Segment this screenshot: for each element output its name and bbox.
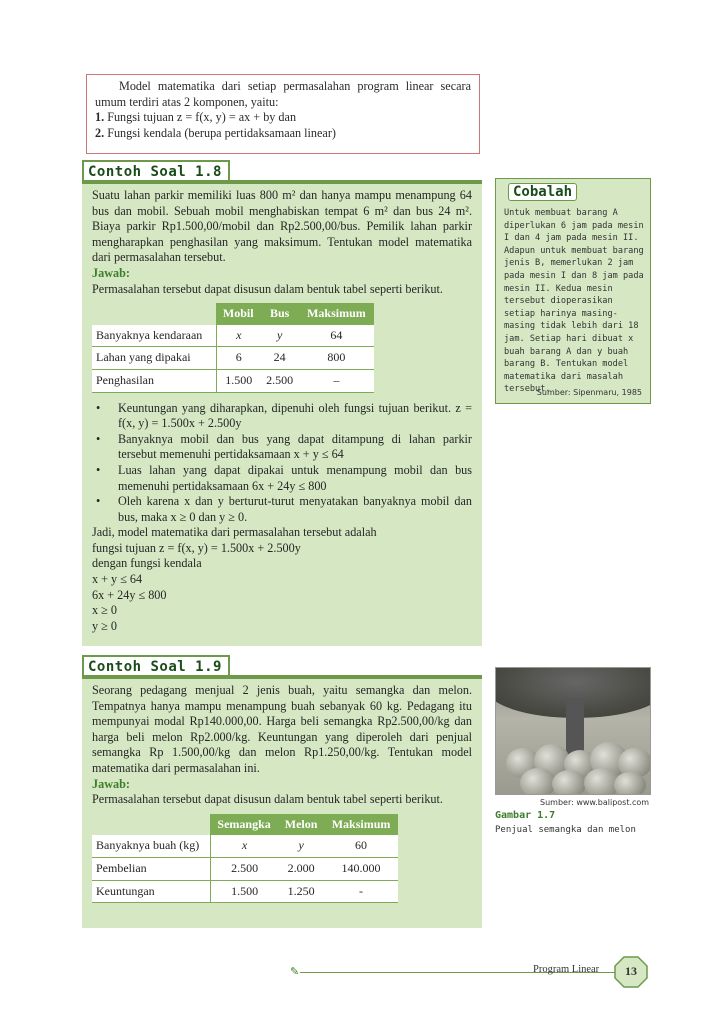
example-1-9-title: Contoh Soal 1.9 (82, 655, 230, 677)
list-item: • Banyaknya mobil dan bus yang dapat ditampung di lahan parkir tersebut memenuhi pertidaksamaan x + y ≤ 64 (92, 432, 472, 463)
list-item: • Luas lahan yang dapat dipakai untuk menampung mobil dan bus memenuhi pertidaksamaan 6x + 24y ≤ 800 (92, 463, 472, 494)
table-row: Penghasilan 1.500 2.500 – (92, 370, 374, 393)
conclusion-line: dengan fungsi kendala (92, 556, 202, 571)
example-1-9-panel (82, 679, 482, 928)
cobalah-source: Sumber: Sipenmaru, 1985 (536, 388, 642, 397)
cobalah-text: Untuk membuat barang A diperlukan 6 jam pada mesin I dan 4 jam pada mesin II. Adapun untuk membuat barang jenis B, memerlukan 2 jam pada mesin I dan 8 jam pada mesin II. Kedua mesin tersebut dioperasikan setiap harinya masing-masing tidak lebih dari 18 jam. Setiap hari dibuat x buah barang A dan y buah barang B. Tentukan model matematika dari masalah tersebut. (504, 208, 644, 395)
table-header: Bus (261, 303, 299, 325)
figure-title: Gambar 1.7 (495, 810, 556, 821)
example-1-8-problem: Suatu lahan parkir memiliki luas 800 m² dan hanya mampu menampung 64 bus dan mobil. Sebuah mobil menghabiskan tempat 6 m² dan bus 24 m². Biaya parkir Rp1.500,00/mobil dan Rp2.500,00/bus. Pemilik lahan parkir mengharapkan penghasilan yang maksimum. Tentukan model matematika dari permasalahan tersebut. (92, 188, 472, 265)
example-1-8-table (92, 303, 374, 392)
list-item: • Oleh karena x dan y berturut-turut menyatakan banyaknya mobil dan bus, maka x ≥ 0 dan y ≥ 0. (92, 494, 472, 525)
intro-item-1: 1. Fungsi tujuan z = f(x, y) = ax + by dan (95, 110, 297, 124)
example-1-8-bullets (92, 401, 472, 526)
example-1-9-jawab-label: Jawab: (92, 776, 130, 791)
example-1-9-problem: Seorang pedagang menjual 2 jenis buah, yaitu semangka dan melon. Tempatnya hanya mampu menampung buah sebanyak 60 kg. Pedagang itu mempunyai modal Rp140.000,00. Harga beli semangka Rp2.500,00/kg dan harga beli melon Rp2.000/kg. Keuntungan yang diperoleh dari penjual semangka Rp 1.500,00/kg dan melon Rp1.250,00/kg. Tentukan model matematika dari permasalahan ini. (92, 683, 472, 775)
intro-paragraph: Model matematika dari setiap permasalahan program linear secara umum terdiri atas 2 komponen, yaitu: (95, 79, 471, 109)
list-item: • Keuntungan yang diharapkan, dipenuhi oleh fungsi tujuan berikut. z = f(x, y) = 1.500x + 2.500y (92, 401, 472, 432)
conclusion-line: x ≥ 0 (92, 603, 117, 618)
conclusion-line: fungsi tujuan z = f(x, y) = 1.500x + 2.500y (92, 540, 301, 555)
table-row: Lahan yang dipakai 6 24 800 (92, 347, 374, 370)
table-header: Melon (278, 814, 324, 836)
example-1-8-panel (82, 184, 482, 646)
leaf-icon: ✎ (290, 966, 300, 978)
example-1-8-table-intro: Permasalahan tersebut dapat disusun dalam bentuk tabel seperti berikut. (92, 281, 443, 296)
conclusion-line: 6x + 24y ≤ 800 (92, 587, 167, 602)
table-row: Pembelian 2.500 2.000 140.000 (92, 858, 398, 881)
example-1-8-title: Contoh Soal 1.8 (82, 160, 230, 182)
cobalah-box (495, 178, 651, 404)
table-header: Mobil (216, 303, 261, 325)
melon-seller-photo (495, 667, 651, 795)
table-row: Banyaknya kendaraan x y 64 (92, 325, 374, 348)
cobalah-title: Cobalah (508, 183, 577, 201)
example-1-8-jawab-label: Jawab: (92, 265, 130, 280)
table-header: Semangka (210, 814, 278, 836)
table-row: Keuntungan 1.500 1.250 - (92, 881, 398, 904)
model-summary-box (86, 74, 480, 154)
example-1-9-table-intro: Permasalahan tersebut dapat disusun dalam bentuk tabel seperti berikut. (92, 792, 443, 807)
conclusion-line: y ≥ 0 (92, 618, 117, 633)
conclusion-line: Jadi, model matematika dari permasalahan tersebut adalah (92, 525, 377, 540)
page-number: 13 (614, 956, 648, 988)
table-header: Maksimum (299, 303, 374, 325)
table-row: Banyaknya buah (kg) x y 60 (92, 835, 398, 858)
intro-item-2: 2. Fungsi kendala (berupa pertidaksamaan linear) (95, 125, 336, 140)
example-1-9-table (92, 814, 398, 903)
conclusion-line: x + y ≤ 64 (92, 572, 143, 587)
chapter-name: Program Linear (533, 964, 600, 975)
figure-caption: Penjual semangka dan melon (495, 825, 636, 835)
table-header: Maksimum (324, 814, 398, 836)
photo-source: Sumber: www.balipost.com (540, 798, 650, 807)
